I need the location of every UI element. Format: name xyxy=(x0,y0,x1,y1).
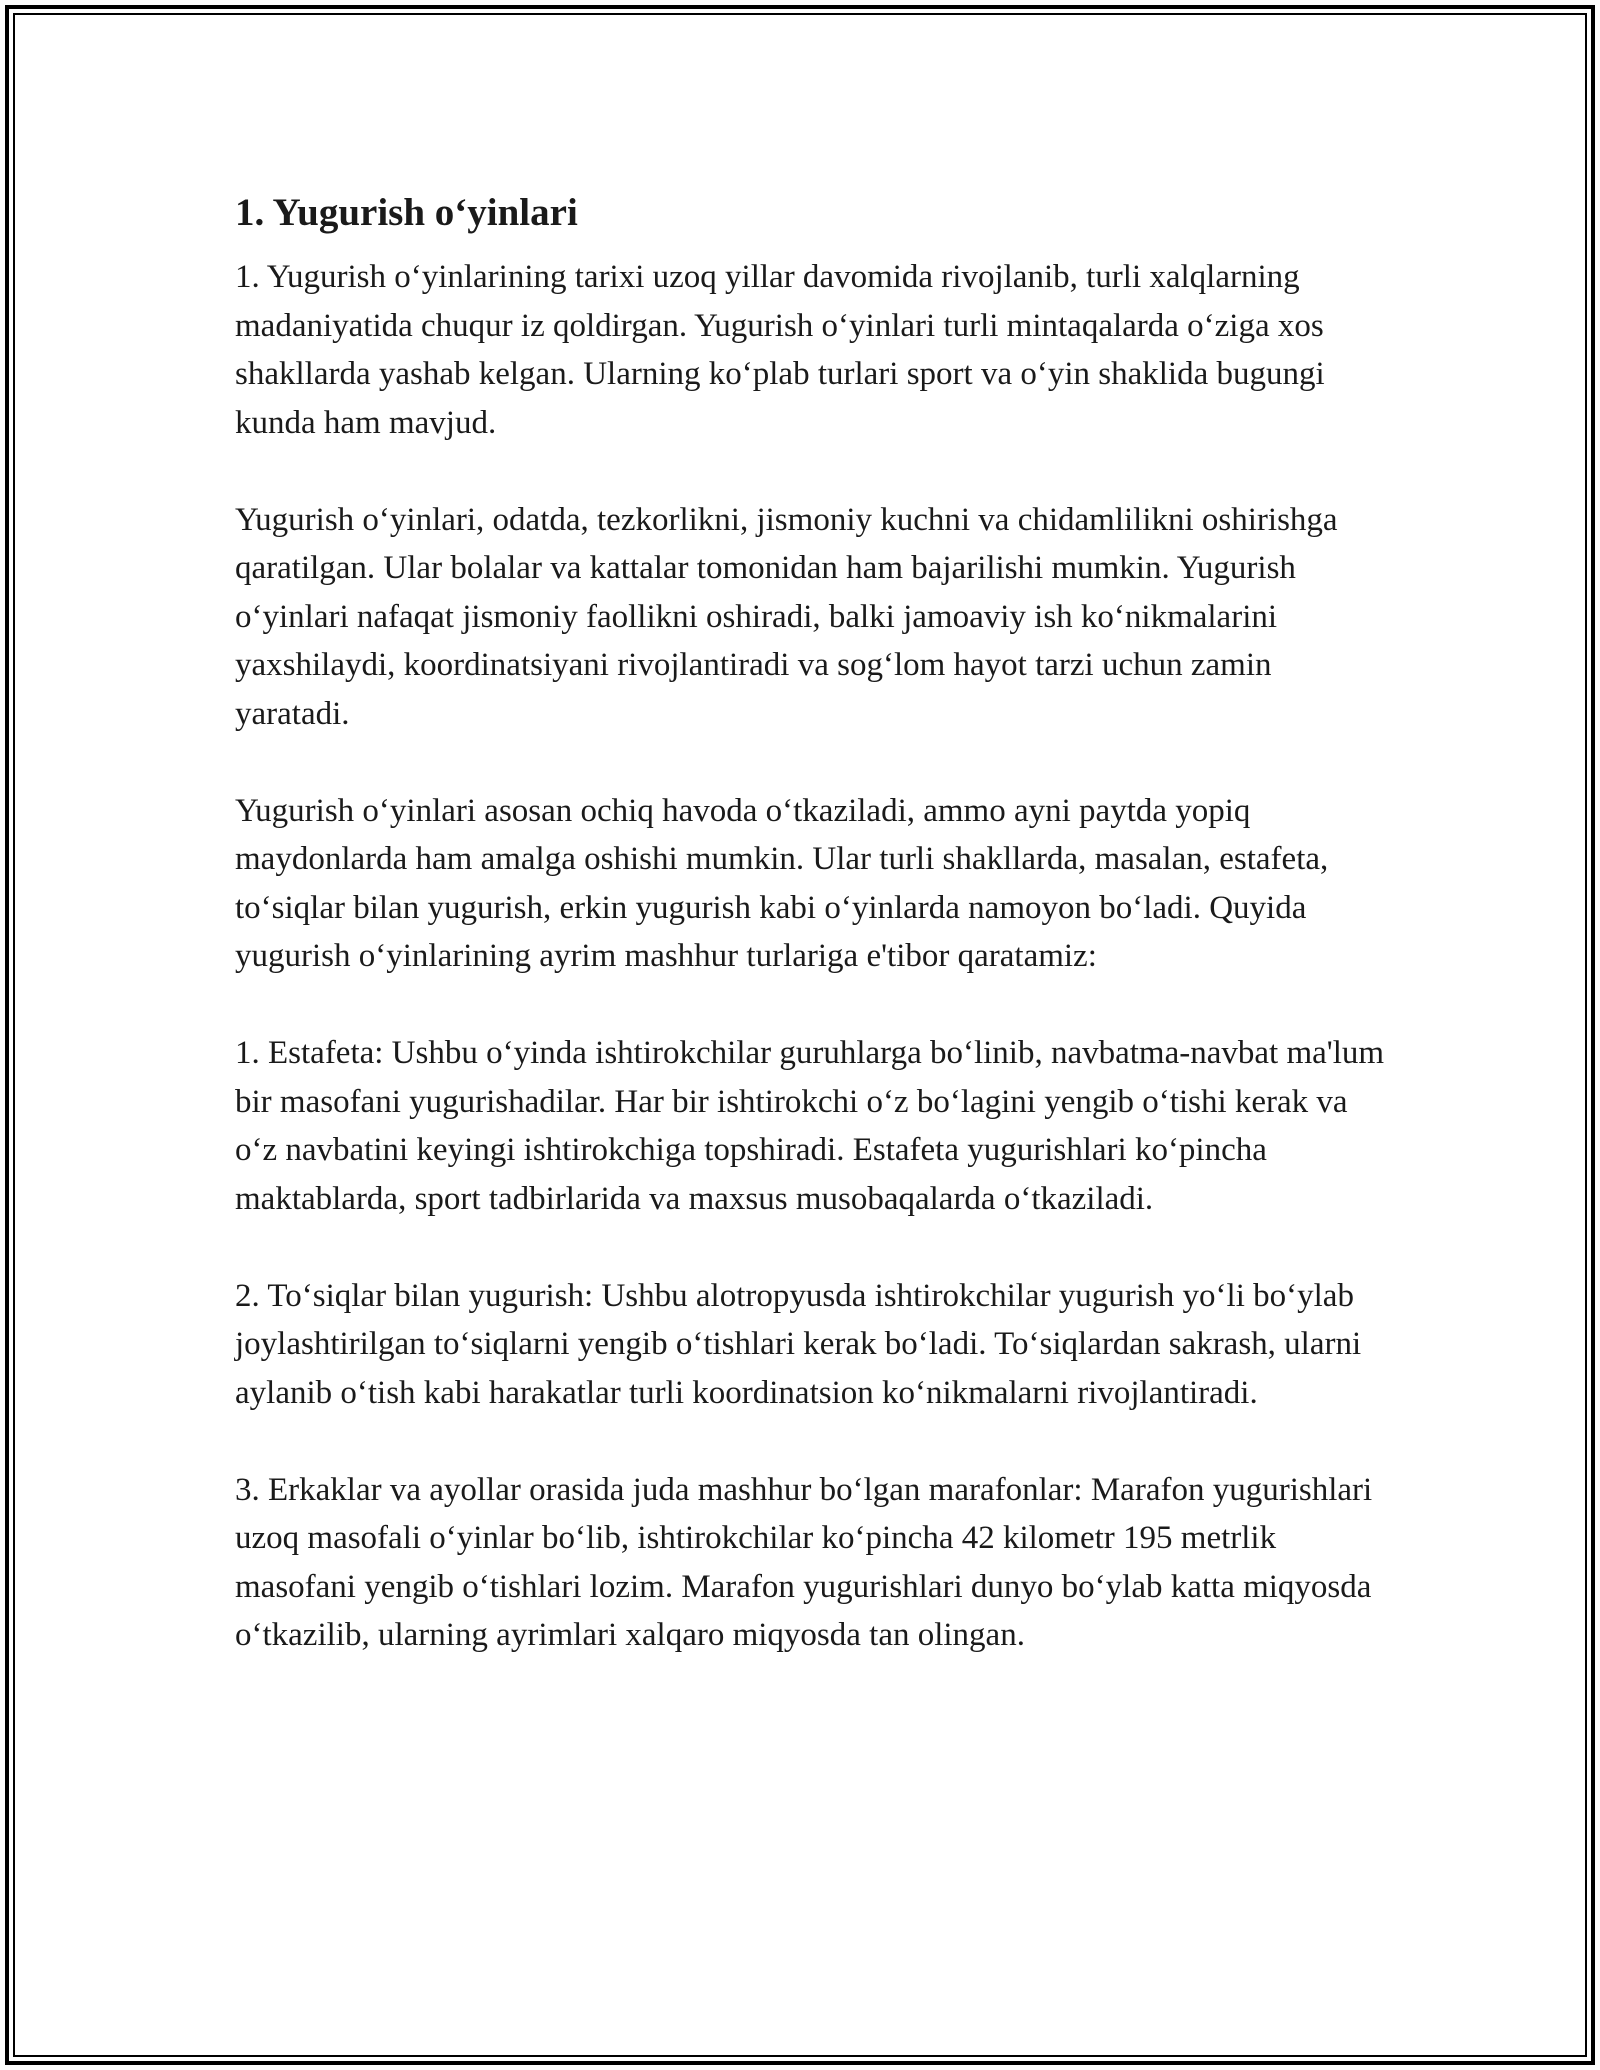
paragraph-relay: 1. Estafeta: Ushbu o‘yinda ishtirokchilar guruhlarga bo‘linib, navbatma-navbat ma'lum bir masofani yugurishadilar. Har bir ishtirokchi o‘z bo‘lagini yengib o‘tishi kerak va o‘z navbatini keyingi ishtirokchiga topshiradi. Estafeta yugurishlari ko‘pincha maktablarda, sport tadbirlarida va maxsus musobaqalarda o‘tkaziladi. xyxy=(235,1035,1385,1217)
paragraph-venues: Yugurish o‘yinlari asosan ochiq havoda o‘tkaziladi, ammo ayni paytda yopiq maydonlarda ham amalga oshishi mumkin. Ular turli shakllarda, masalan, estafeta, to‘siqlar bilan yugurish, erkin yugurish kabi o‘yinlarda namoyon bo‘ladi. Quyida yugurish o‘yinlarining ayrim mashhur turlariga e'tibor qaratamiz: xyxy=(235,792,1329,974)
document-body xyxy=(235,185,1385,1708)
paragraph-purpose: Yugurish o‘yinlari, odatda, tezkorlikni, jismoniy kuchni va chidamlilikni oshirishga qaratilgan. Ular bolalar va kattalar tomonidan ham bajarilishi mumkin. Yugurish o‘yinlari nafaqat jismoniy faollikni oshiradi, balki jamoaviy ish ko‘nikmalarini yaxshilaydi, koordinatsiyani rivojlantiradi va sog‘lom hayot tarzi uchun zamin yaratadi. xyxy=(235,501,1338,732)
section-heading: 1. Yugurish o‘yinlari xyxy=(235,191,578,234)
paragraph-marathon: 3. Erkaklar va ayollar orasida juda mashhur bo‘lgan marafonlar: Marafon yugurishlari uzoq masofali o‘yinlar bo‘lib, ishtirokchilar ko‘pincha 42 kilometr 195 metrlik masofani yengib o‘tishlari lozim. Marafon yugurishlari dunyo bo‘ylab katta miqyosda o‘tkazilib, ularning ayrimlari xalqaro miqyosda tan olingan. xyxy=(235,1471,1373,1653)
paragraph-hurdles: 2. To‘siqlar bilan yugurish: Ushbu alotropyusda ishtirokchilar yugurish yo‘li bo‘ylab joylashtirilgan to‘siqlarni yengib o‘tishlari kerak bo‘ladi. To‘siqlardan sakrash, ularni aylanib o‘tish kabi harakatlar turli koordinatsion ko‘nikmalarni rivojlantiradi. xyxy=(235,1277,1362,1411)
paragraph-history: 1. Yugurish o‘yinlarining tarixi uzoq yillar davomida rivojlanib, turli xalqlarning madaniyatida chuqur iz qoldirgan. Yugurish o‘yinlari turli mintaqalarda o‘ziga xos shakllarda yashab kelgan. Ularning ko‘plab turlari sport va o‘yin shaklida bugungi kunda ham mavjud. xyxy=(235,259,1325,441)
